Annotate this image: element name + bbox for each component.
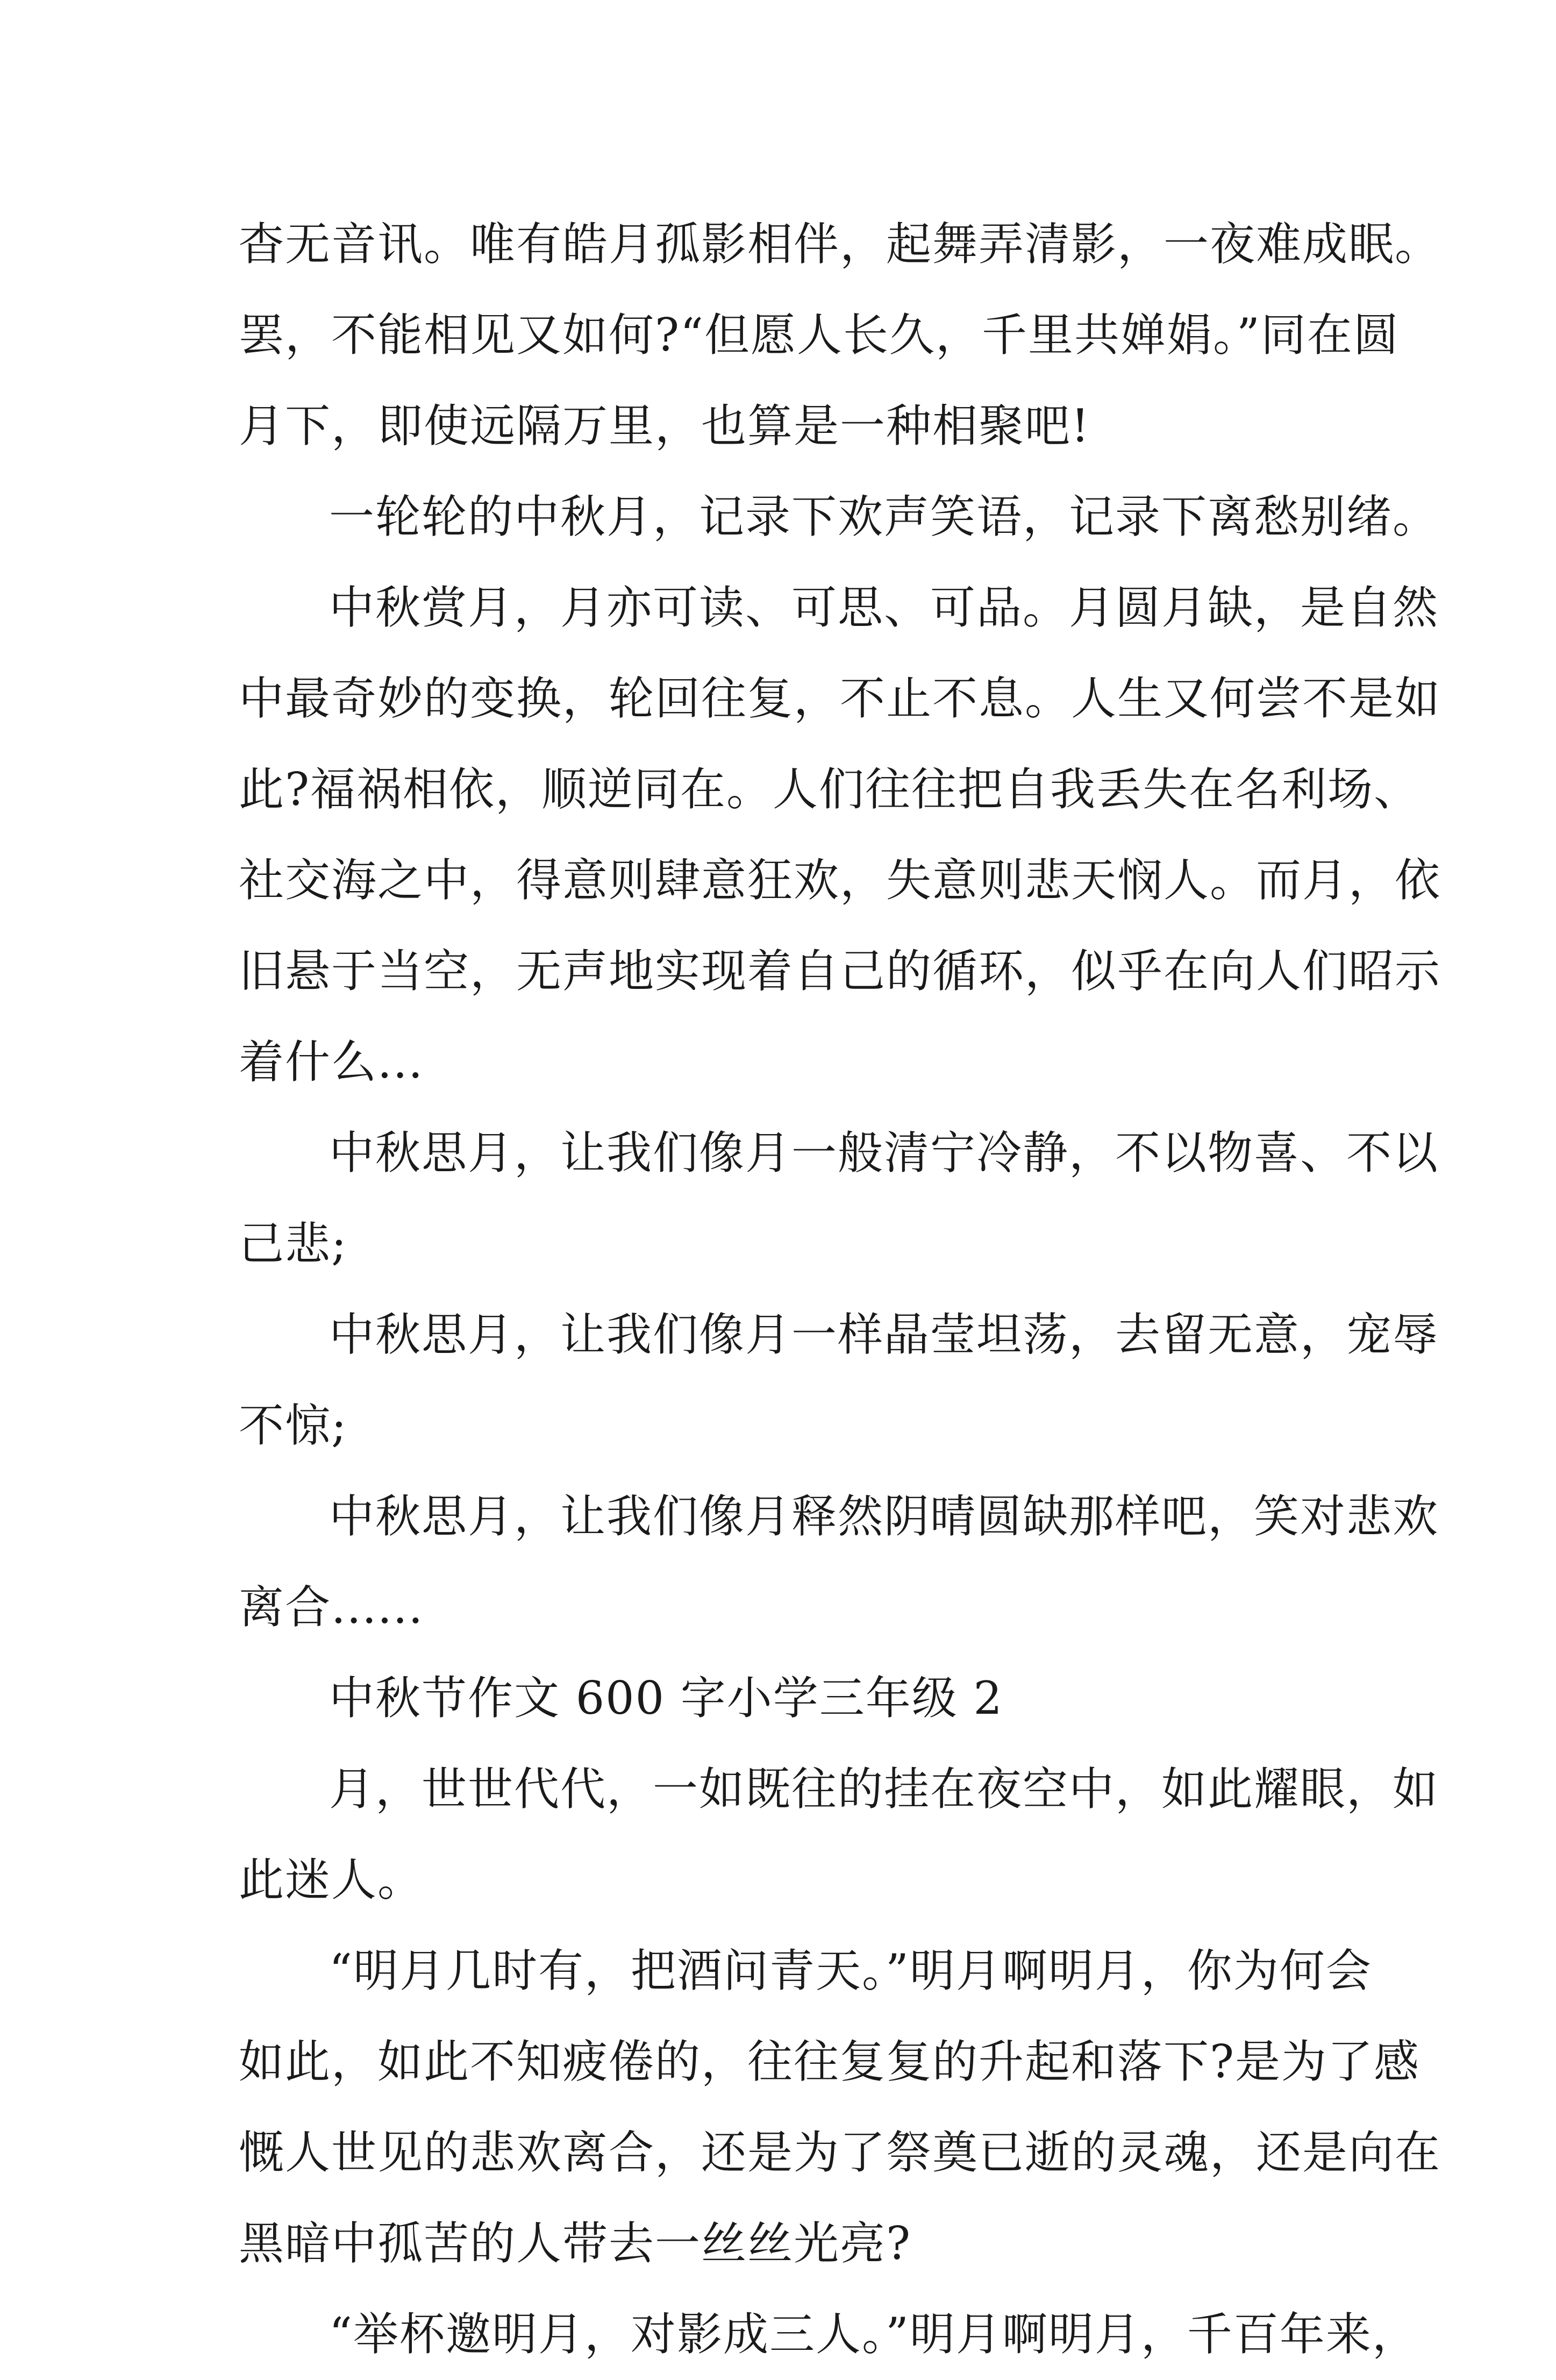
text-line: 此?福祸相依，顺逆同在。人们往往把自我丢失在名利场、 [239, 763, 1421, 816]
text-line: 中最奇妙的变换，轮回往复，不止不息。人生又何尝不是如 [239, 672, 1441, 725]
text-line: 己悲; [239, 1217, 348, 1270]
text-line: 中秋赏月，月亦可读、可思、可品。月圆月缺，是自然 [329, 581, 1439, 634]
text-line: 离合...... [239, 1581, 424, 1634]
text-line: 月，世世代代，一如既往的挂在夜空中，如此耀眼，如 [329, 1763, 1439, 1815]
text-line: 一轮轮的中秋月，记录下欢声笑语，记录下离愁别绪。 [329, 490, 1439, 543]
text-line: 杳无音讯。唯有皓月孤影相伴，起舞弄清影，一夜难成眠。 [239, 218, 1441, 270]
text-line: 旧悬于当空，无声地实现着自己的循环，似乎在向人们昭示 [239, 945, 1441, 997]
text-line: 罢，不能相见又如何?“但愿人长久，千里共婵娟。”同在圆 [239, 309, 1400, 361]
text-line: 社交海之中，得意则肆意狂欢，失意则悲天悯人。而月，依 [239, 854, 1441, 907]
section-heading: 中秋节作文 600 字小学三年级 2 [329, 1672, 1003, 1725]
body-text [239, 199, 1441, 2380]
text-line: 黑暗中孤苦的人带去一丝丝光亮? [239, 2217, 912, 2270]
text-line: 着什么... [239, 1036, 424, 1088]
text-line: 中秋思月，让我们像月一样晶莹坦荡，去留无意，宠辱 [329, 1308, 1439, 1361]
text-line: 中秋思月，让我们像月释然阴晴圆缺那样吧，笑对悲欢 [329, 1490, 1439, 1543]
text-line: 月下，即使远隔万里，也算是一种相聚吧! [239, 400, 1090, 452]
text-line: “明月几时有，把酒问青天。”明月啊明月，你为何会 [329, 1944, 1372, 1997]
text-line: “举杯邀明月，对影成三人。”明月啊明月，千百年来， [329, 2308, 1418, 2361]
text-line: 中秋思月，让我们像月一般清宁冷静，不以物喜、不以 [329, 1127, 1439, 1179]
text-line: 不惊; [239, 1399, 348, 1452]
text-line: 此迷人。 [239, 1854, 424, 1906]
text-line: 慨人世见的悲欢离合，还是为了祭奠已逝的灵魂，还是向在 [239, 2126, 1441, 2179]
text-line: 如此，如此不知疲倦的，往往复复的升起和落下?是为了感 [239, 2035, 1421, 2088]
